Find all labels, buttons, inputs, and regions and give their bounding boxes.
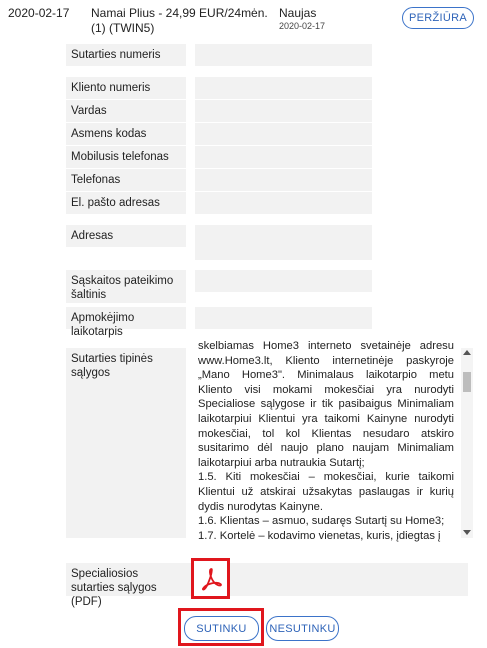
field-row-mobile-phone: [66, 146, 468, 168]
terms-text: skelbiamas Home3 interneto svetainėje adresu www.Home3.lt, Kliento internetinėje paskyroje „Mano Home3". Minimalaus laikotarpio metu Kliento visi mokami mokesčiai yra nurodyti Specialiose sąlygose ir tik pasibaigus Minimaliam laikotarpiui Klientui yra taikomi Kainyne nurodyti mokesčiai, tol kol Klientas nesudaro atskiro susitarimo dėl naujo plano naujam Minimaliam laikotarpiui arba nutraukia Sutartį; 1.5. Kiti mokesčiai – mokesčiai, kurie taikomi Klientui už atskirai užsakytas paslaugas ir kurių dydis nurodytas Kainyne. 1.6. Klientas – asmuo, sudaręs Sutartį su Home3; 1.7. Kortelė – kodavimo vienetas, kuris, įdiegtas į: [198, 340, 454, 542]
field-label: Vardas: [66, 100, 186, 122]
scroll-down-icon[interactable]: [463, 530, 471, 535]
field-label: Adresas: [66, 225, 186, 247]
field-label: Asmens kodas: [66, 123, 186, 145]
field-label: El. pašto adresas: [66, 192, 186, 214]
field-value-contract-number: [195, 44, 372, 66]
terms-row: [66, 340, 468, 542]
contract-date: 2020-02-17: [8, 6, 70, 20]
field-value-personal-code: [195, 123, 372, 145]
contract-header-row: [0, 0, 487, 40]
view-button[interactable]: PERŽIŪRA: [402, 7, 474, 29]
scroll-thumb[interactable]: [463, 372, 471, 392]
field-label: Kliento numeris: [66, 77, 186, 99]
field-label: Mobilusis telefonas: [66, 146, 186, 168]
field-row-contract-number: [66, 44, 468, 66]
scroll-up-icon[interactable]: [463, 350, 471, 355]
field-row-client-number: [66, 77, 468, 99]
terms-label: Sutarties tipinės sąlygos: [66, 348, 186, 538]
field-value-client-number: [195, 77, 372, 99]
pdf-link-highlight[interactable]: [191, 558, 230, 599]
plan-name: Namai Plius - 24,99 EUR/24mėn. (1) (TWIN5): [91, 6, 268, 35]
terms-textbox[interactable]: [195, 340, 473, 542]
field-label: Sąskaitos pateikimo šaltinis: [66, 270, 186, 303]
field-value-address: [195, 225, 372, 260]
field-label: Sutarties numeris: [66, 44, 186, 66]
special-terms-row: [66, 563, 468, 608]
field-value-mobile-phone: [195, 146, 372, 168]
field-label: Apmokėjimo laikotarpis: [66, 307, 186, 329]
field-row-name: [66, 100, 468, 122]
status-date: 2020-02-17: [279, 21, 326, 31]
field-row-email: [66, 192, 468, 214]
field-value-invoice-source: [195, 270, 372, 292]
disagree-button[interactable]: NESUTINKU: [266, 616, 339, 641]
field-value-payment-period: [195, 307, 372, 329]
field-row-personal-code: [66, 123, 468, 145]
field-value-name: [195, 100, 372, 122]
field-row-phone: [66, 169, 468, 191]
status-label: Naujas: [279, 6, 317, 20]
pdf-icon[interactable]: [201, 567, 222, 591]
field-label: Telefonas: [66, 169, 186, 191]
field-value-email: [195, 192, 372, 214]
field-row-invoice-source: [66, 270, 468, 303]
terms-scrollbar[interactable]: [461, 348, 473, 538]
special-terms-label: Specialiosios sutarties sąlygos (PDF): [66, 563, 181, 596]
field-row-payment-period: [66, 307, 468, 338]
field-row-address: [66, 225, 468, 260]
field-value-phone: [195, 169, 372, 191]
agree-button[interactable]: SUTINKU: [184, 616, 259, 641]
